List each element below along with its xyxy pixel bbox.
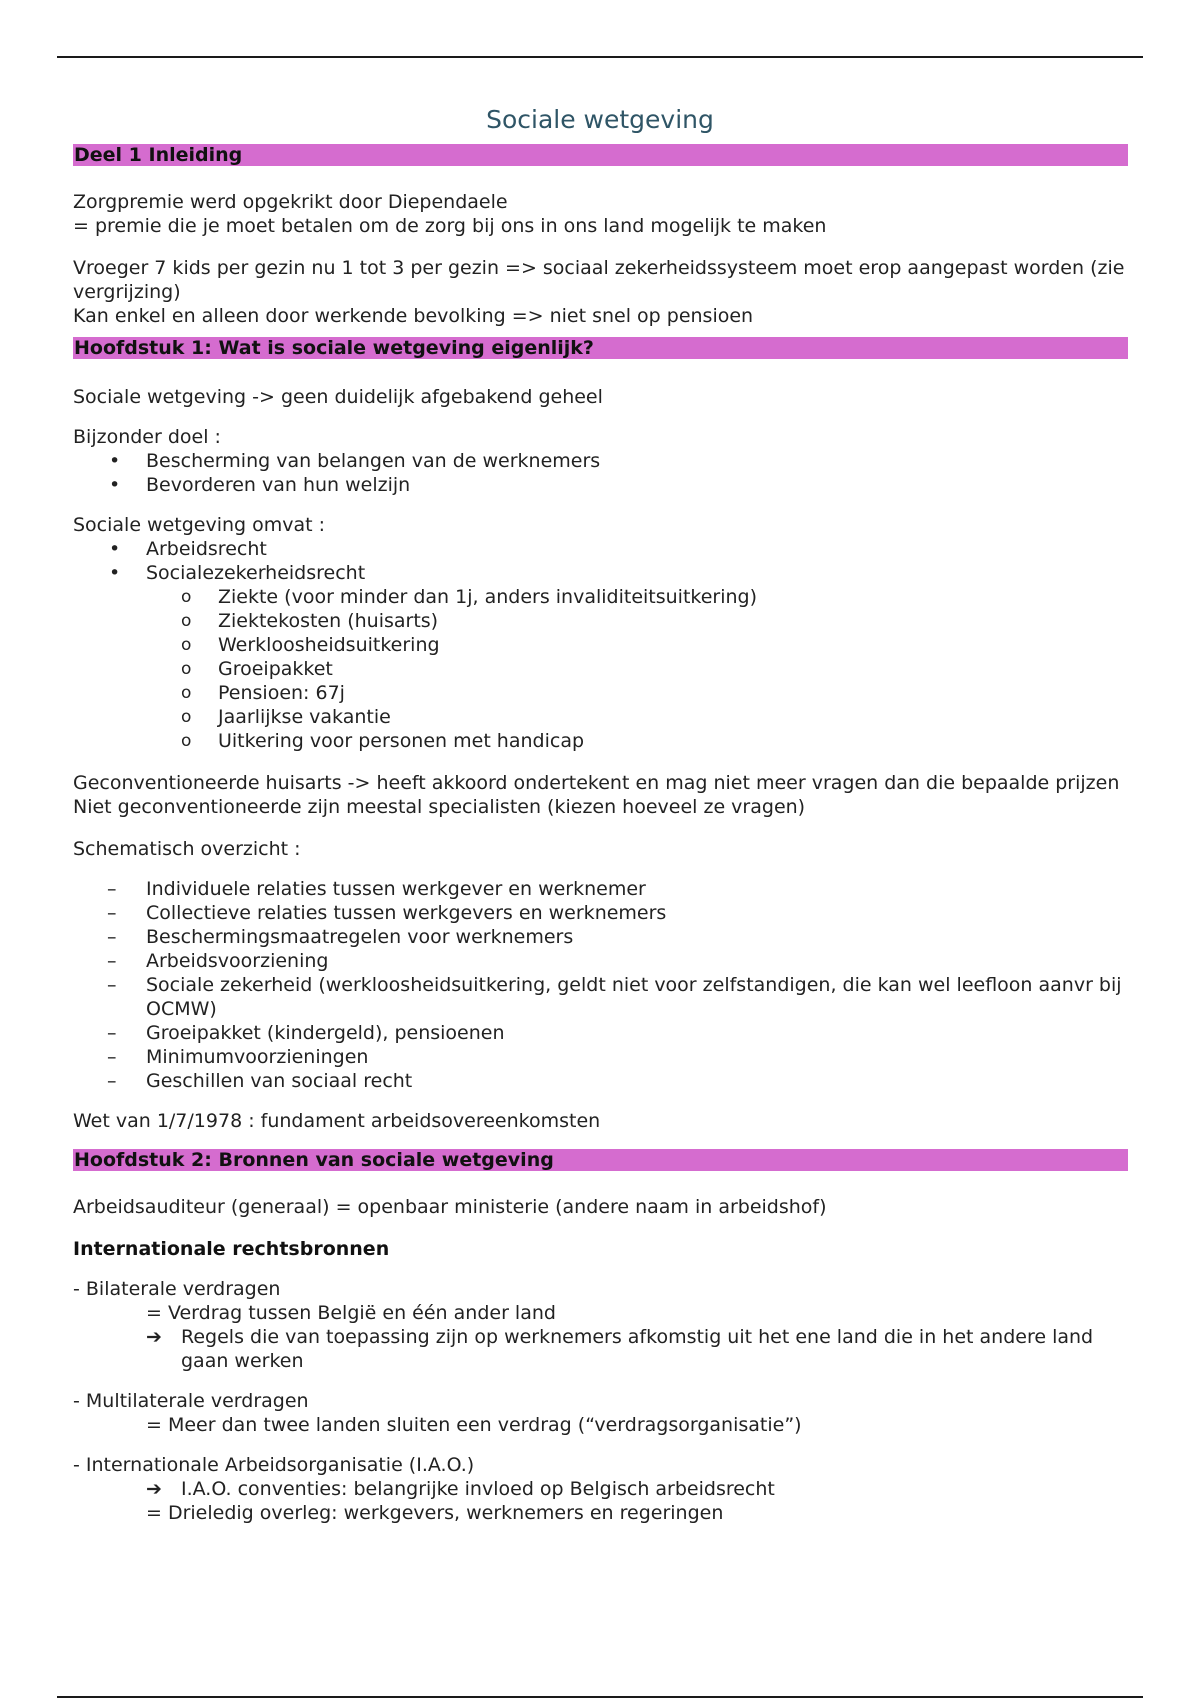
dash-icon: –	[107, 1022, 117, 1044]
paragraph: Kan enkel en alleen door werkende bevolking => niet snel op pensioen	[73, 305, 754, 327]
paragraph: Wet van 1/7/1978 : fundament arbeidsovereenkomsten	[73, 1110, 601, 1132]
paragraph: - Internationale Arbeidsorganisatie (I.A.O.)	[73, 1454, 475, 1476]
sub-list-item: o Uitkering voor personen met handicap	[181, 730, 585, 752]
paragraph: Vroeger 7 kids per gezin nu 1 tot 3 per gezin => sociaal zekerheidssysteem moet erop aangepast worden (zie vergrijzing)	[73, 257, 1125, 303]
sub-list-item: o Pensioen: 67j	[181, 682, 345, 704]
paragraph: Arbeidsauditeur (generaal) = openbaar ministerie (andere naam in arbeidshof)	[73, 1196, 827, 1218]
list-item: – Collectieve relaties tussen werkgevers en werknemers	[107, 902, 667, 924]
sub-bullet-icon: o	[181, 683, 192, 703]
bullet-list	[73, 537, 1128, 753]
list-item: – Arbeidsvoorziening	[107, 950, 329, 972]
sub-bullet-icon: o	[181, 587, 192, 607]
list-label: Schematisch overzicht :	[73, 838, 301, 860]
dash-icon: –	[107, 950, 117, 972]
list-item: – Geschillen van sociaal recht	[107, 1070, 413, 1092]
bullet-icon: •	[109, 562, 121, 584]
sub-heading: Internationale rechtsbronnen	[73, 1238, 390, 1260]
sub-bullet-icon: o	[181, 731, 192, 751]
paragraph: - Multilaterale verdragen	[73, 1390, 309, 1412]
list-item: – Sociale zekerheid (werkloosheidsuitkering, geldt niet voor zelfstandigen, die kan wel leefloon aanvr bij OCMW)	[107, 974, 1122, 1020]
list-label: Bijzonder doel :	[73, 426, 221, 448]
dash-icon: –	[107, 1070, 117, 1092]
arrow-item: ➔ I.A.O. conventies: belangrijke invloed op Belgisch arbeidsrecht	[146, 1478, 775, 1500]
paragraph: Niet geconventioneerde zijn meestal specialisten (kiezen hoeveel ze vragen)	[73, 796, 806, 818]
definition: = Meer dan twee landen sluiten een verdrag (“verdragsorganisatie”)	[146, 1414, 802, 1436]
list-item: – Minimumvoorzieningen	[107, 1046, 369, 1068]
definition: = Verdrag tussen België en één ander land	[146, 1302, 556, 1324]
sub-list-item: o Ziektekosten (huisarts)	[181, 610, 439, 632]
dash-list	[73, 877, 1128, 1093]
page-title: Sociale wetgeving	[486, 104, 714, 134]
sub-bullet-icon: o	[181, 635, 192, 655]
sub-list-item: o Groeipakket	[181, 658, 333, 680]
bullet-icon: •	[109, 450, 121, 472]
list-item: • Bescherming van belangen van de werknemers	[109, 450, 601, 472]
list-item: • Socialezekerheidsrecht	[109, 562, 366, 584]
document-body	[73, 144, 1128, 1525]
section-heading-hoofdstuk1: Hoofdstuk 1: Wat is sociale wetgeving eigenlijk?	[73, 337, 1128, 359]
sub-bullet-icon: o	[181, 659, 192, 679]
arrow-right-icon: ➔	[146, 1326, 162, 1348]
bottom-rule	[57, 1696, 1143, 1698]
arrow-right-icon: ➔	[146, 1478, 162, 1500]
top-rule	[57, 56, 1143, 58]
sub-bullet-icon: o	[181, 611, 192, 631]
paragraph: Zorgpremie werd opgekrikt door Diependaele	[73, 191, 508, 213]
dash-icon: –	[107, 974, 117, 996]
bullet-icon: •	[109, 538, 121, 560]
list-item: – Groeipakket (kindergeld), pensioenen	[107, 1022, 505, 1044]
section-heading-deel1: Deel 1 Inleiding	[73, 144, 1128, 166]
section-heading-hoofdstuk2: Hoofdstuk 2: Bronnen van sociale wetgeving	[73, 1149, 1128, 1171]
paragraph: = premie die je moet betalen om de zorg bij ons in ons land mogelijk te maken	[73, 215, 827, 237]
dash-icon: –	[107, 1046, 117, 1068]
dash-icon: –	[107, 902, 117, 924]
arrow-item: ➔ Regels die van toepassing zijn op werknemers afkomstig uit het ene land die in het andere land gaan werken	[146, 1326, 1094, 1372]
bullet-icon: •	[109, 474, 121, 496]
paragraph: Geconventioneerde huisarts -> heeft akkoord ondertekent en mag niet meer vragen dan die bepaalde prijzen	[73, 772, 1120, 794]
list-label: Sociale wetgeving omvat :	[73, 514, 326, 536]
definition: = Drieledig overleg: werkgevers, werknemers en regeringen	[146, 1502, 724, 1524]
sub-bullet-icon: o	[181, 707, 192, 727]
dash-icon: –	[107, 926, 117, 948]
sub-list-item: o Ziekte (voor minder dan 1j, anders invaliditeitsuitkering)	[181, 586, 758, 608]
list-item: • Bevorderen van hun welzijn	[109, 474, 411, 496]
sub-list-item: o Jaarlijkse vakantie	[181, 706, 391, 728]
paragraph: Sociale wetgeving -> geen duidelijk afgebakend geheel	[73, 386, 603, 408]
sub-list-item: o Werkloosheidsuitkering	[181, 634, 440, 656]
bullet-list	[73, 449, 1128, 497]
list-item: – Individuele relaties tussen werkgever en werknemer	[107, 878, 646, 900]
list-item: • Arbeidsrecht	[109, 538, 267, 560]
list-item: – Beschermingsmaatregelen voor werknemers	[107, 926, 574, 948]
dash-icon: –	[107, 878, 117, 900]
paragraph: - Bilaterale verdragen	[73, 1278, 281, 1300]
